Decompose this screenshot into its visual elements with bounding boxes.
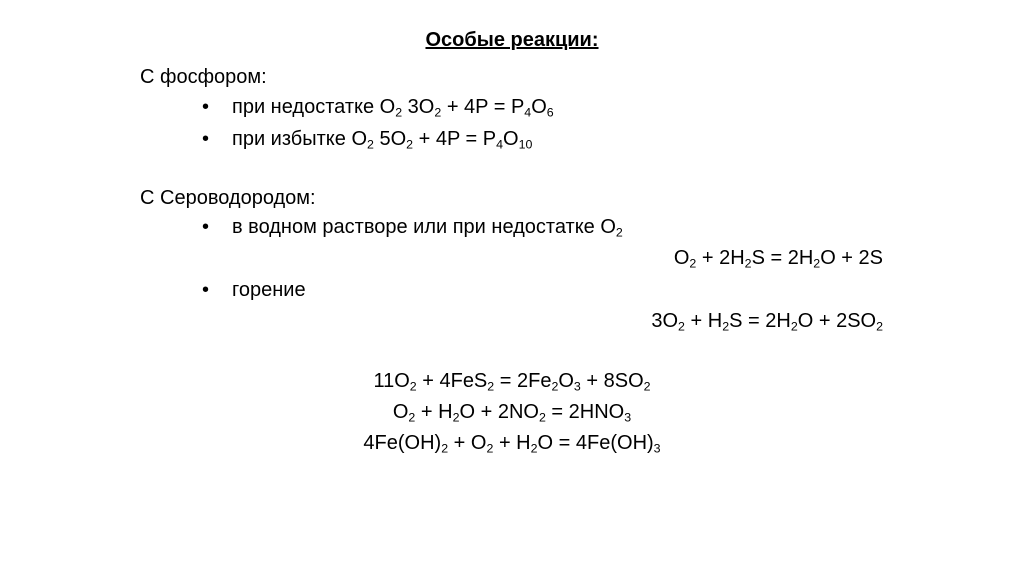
- phosphorus-deficit-text: при недостатке $O_2$ $3O_2 + 4P = P_4O_6$: [232, 96, 554, 120]
- aqueous-solution-equation: $O_2 + 2H_2S = 2H_2O + 2S$: [673, 247, 883, 271]
- bullet: •: [202, 96, 210, 118]
- bullet: •: [202, 279, 210, 301]
- bullet: •: [202, 216, 210, 238]
- iron-hydroxide-equation: $4Fe(OH)_2 + O_2 + H_2O = 4Fe(OH)_3$: [363, 432, 661, 456]
- hydrogen-sulfide-heading: С Сероводородом:: [140, 187, 316, 209]
- bullet: •: [202, 128, 210, 150]
- aqueous-solution-text: в водном растворе или при недостатке $O_2$: [232, 216, 623, 240]
- phosphorus-excess-text: при избытке $O_2$ $5O_2 + 4P = P_4O_{10}$: [232, 128, 533, 152]
- combustion-equation: $3O_2 + H_2S = 2H_2O + 2SO_2$: [651, 310, 883, 334]
- combustion-text: горение: [232, 279, 306, 301]
- slide-title: Особые реакции:: [425, 29, 599, 51]
- pyrite-oxidation-equation: $11O_2 + 4FeS_2 = 2Fe_2O_3 + 8SO_2$: [373, 370, 651, 394]
- nitric-acid-equation: $O_2 + H_2O + 2NO_2 = 2HNO_3$: [392, 401, 632, 425]
- phosphorus-heading: С фосфором:: [140, 66, 267, 88]
